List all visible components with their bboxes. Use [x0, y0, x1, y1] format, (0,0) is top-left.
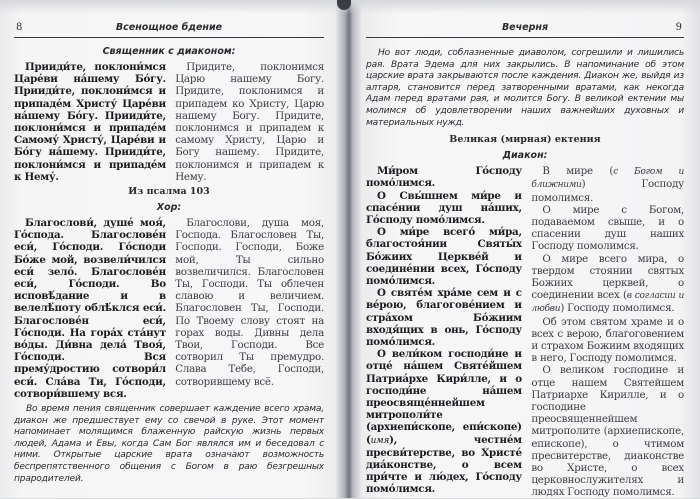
ru-petition [531, 165, 684, 204]
parallel-columns-psalm [14, 217, 324, 400]
left-page [14, 22, 324, 494]
church-slavonic-text [14, 61, 166, 183]
cs-petition-text: ), честне́м пресви́терстве, во Христе́ диа́констве, о всем при́чте и лю́дех, Го́споду помо́лимся. [366, 433, 522, 496]
church-slavonic-text [366, 165, 522, 495]
cs-petition: О ми́ре всего́ ми́ра, благостоя́нии Святы́х Бо́жиих Церкве́й и соедине́нии всех, Го́споду помо́лимся. [366, 226, 522, 287]
ru-gloss: в согласии и любви [531, 291, 684, 315]
ru-petition: О великом господине и отце нашем Святейшем Патриархе Кирилле, и о господине преосвященнейшем митрополите (архиепископе, епископе), о чтимом пресвитерстве, диаконстве во Христе, о всех церковнослужителях и людях Господу помолимся. [531, 364, 684, 499]
note-text: Во время пения священник совершает каждение всего храма, диакон же предшествует ему со свечой в руке. Этот момент напоминает молящимся блаженную райскую жизнь первых людей, Адама и Евы, когда Сам Бог являлся им и беседовал с ними. Открытые царские врата означают возможность беспрепятственного общения с Богом в раю безгрешных прародителей. [14, 404, 324, 484]
church-slavonic-text [14, 217, 166, 400]
ru-petition: Об этом святом храме и о всех с верою, благоговением и страхом Божиим входящих в него, Господу помолимся. [531, 315, 684, 365]
commentary-note [14, 404, 324, 485]
ru-petition-text: В мире ( [542, 165, 614, 178]
role-priest-deacon: Священник с диаконом: [102, 46, 236, 57]
page-number: 9 [675, 22, 682, 33]
parallel-columns-invitatory [14, 61, 324, 183]
ru-petition-text: ) Господу помолимся. [560, 302, 675, 315]
ru-petition [531, 253, 684, 316]
role-deacon: Диакон: [502, 150, 548, 162]
role-choir: Хор: [156, 202, 182, 214]
right-page [366, 22, 684, 499]
running-head-right [366, 22, 684, 38]
ru-petition-text: О мире всего мира, о твердом стоянии святых Божиих церквей, о соединении всех ( [531, 252, 684, 302]
ru-psalm: Благослови, душа моя, Господа. Благословен Ты, Господи. Господи, Боже мой, Ты сильно возвеличился. Благословен Ты, Господи. Ты облечен славою и величием. Благословен Ты, Господи. По Твоему слову стоят на горах воды. Дивны дела Твои, Господи. Все сотворил Ты премудро. Слава Тебе, Господи, сотворившему всё. [175, 217, 324, 388]
cs-petition: О Свы́шнем ми́ре и спасе́нии душ на́ших, Го́споду помо́лимся. [366, 189, 522, 226]
psalm-heading: Из псалма 103 [128, 186, 210, 198]
ru-petition: О мире с Богом, подаваемом свыше, и о спасении душ наших Господу помолимся. [531, 203, 684, 253]
russian-translation [531, 165, 684, 498]
running-title: Вечерня [501, 22, 549, 33]
cs-psalm: Благослови́, душе́ моя́, Го́спода. Благослове́н еси́, Го́споди. Го́споди Бо́же мой, возвели́чился еси́ зело́. Благослове́н еси́, Го́споди. Во исповѣ́дание и в велелѣ́поту облѣ́клся еси́. Благослове́н еси́, Го́споди. На гора́х ста́нут во́ды. Ди́вна дела́ Твоя́, Го́споди. Вся прему́дростию сотвори́л еси́. Сла́ва Ти, Го́споди, сотвори́вшему вся. [14, 217, 166, 400]
litany-heading: Великая (мирная) ектения [449, 134, 601, 146]
cs-petition: Ми́ром Го́споду помо́лимся. [366, 165, 522, 190]
cs-petition [366, 348, 522, 495]
page-number: 8 [16, 22, 23, 33]
name-placeholder: имя [370, 435, 390, 446]
cs-invitatory: Прииди́те, поклони́мся Царе́ви на́шему Бо́гу. Прииди́те, поклони́мся и припаде́м Христу́ Царе́ви на́шему Бо́гу. Прииди́те, поклони́мся и припаде́м Самому́ Христу́, Царе́ви и Бо́гу на́шему. Прииди́те, поклони́мся и припаде́м к Нему́. [14, 61, 166, 183]
ru-invitatory: Придите, поклонимся Царю нашему Богу. Придите, поклонимся и припадем ко Христу, Царю нашему Богу. Придите, поклонимся и припадем к самому Христу, Царю и Богу нашему. Придите, поклонимся и припадем к Нему. [175, 61, 324, 183]
running-title: Всенощное бдение [115, 22, 223, 33]
ru-gloss: с Богом и ближними [531, 167, 684, 191]
russian-translation [175, 61, 324, 183]
commentary-note [366, 48, 684, 129]
running-head-left [14, 22, 324, 38]
ru-petition-text: ) Господу помолимся. [531, 178, 684, 204]
russian-translation [175, 217, 324, 388]
cs-petition-text: О вели́ком господи́не и отце́ на́шем Святе́йшем Патриа́рхе Кири́лле, и о господи́не на́шем преосвяще́ннейшем митрополи́те (архиепи́скопе, епи́скопе) ( [366, 348, 522, 446]
cs-petition: О святе́м хра́ме сем и с ве́рою, благогове́нием и стра́хом Бо́жиим входя́щих в онь, Го́споду помо́лимся. [366, 287, 522, 348]
parallel-columns-litany [366, 165, 684, 498]
note-text: Но вот люди, соблазненные диаволом, согрешили и лишились рая. Врата Эдема для них закрылись. В напоминание об этом царские врата закрываются после каждения. Диакон же, выйдя из алтаря, становится перед затворенными вратами, как некогда Адам перед вратами рая, и молится Богу. В великой ектении мы молимся об удовлетворении наших важнейших духовных и материальных нужд. [366, 48, 684, 128]
